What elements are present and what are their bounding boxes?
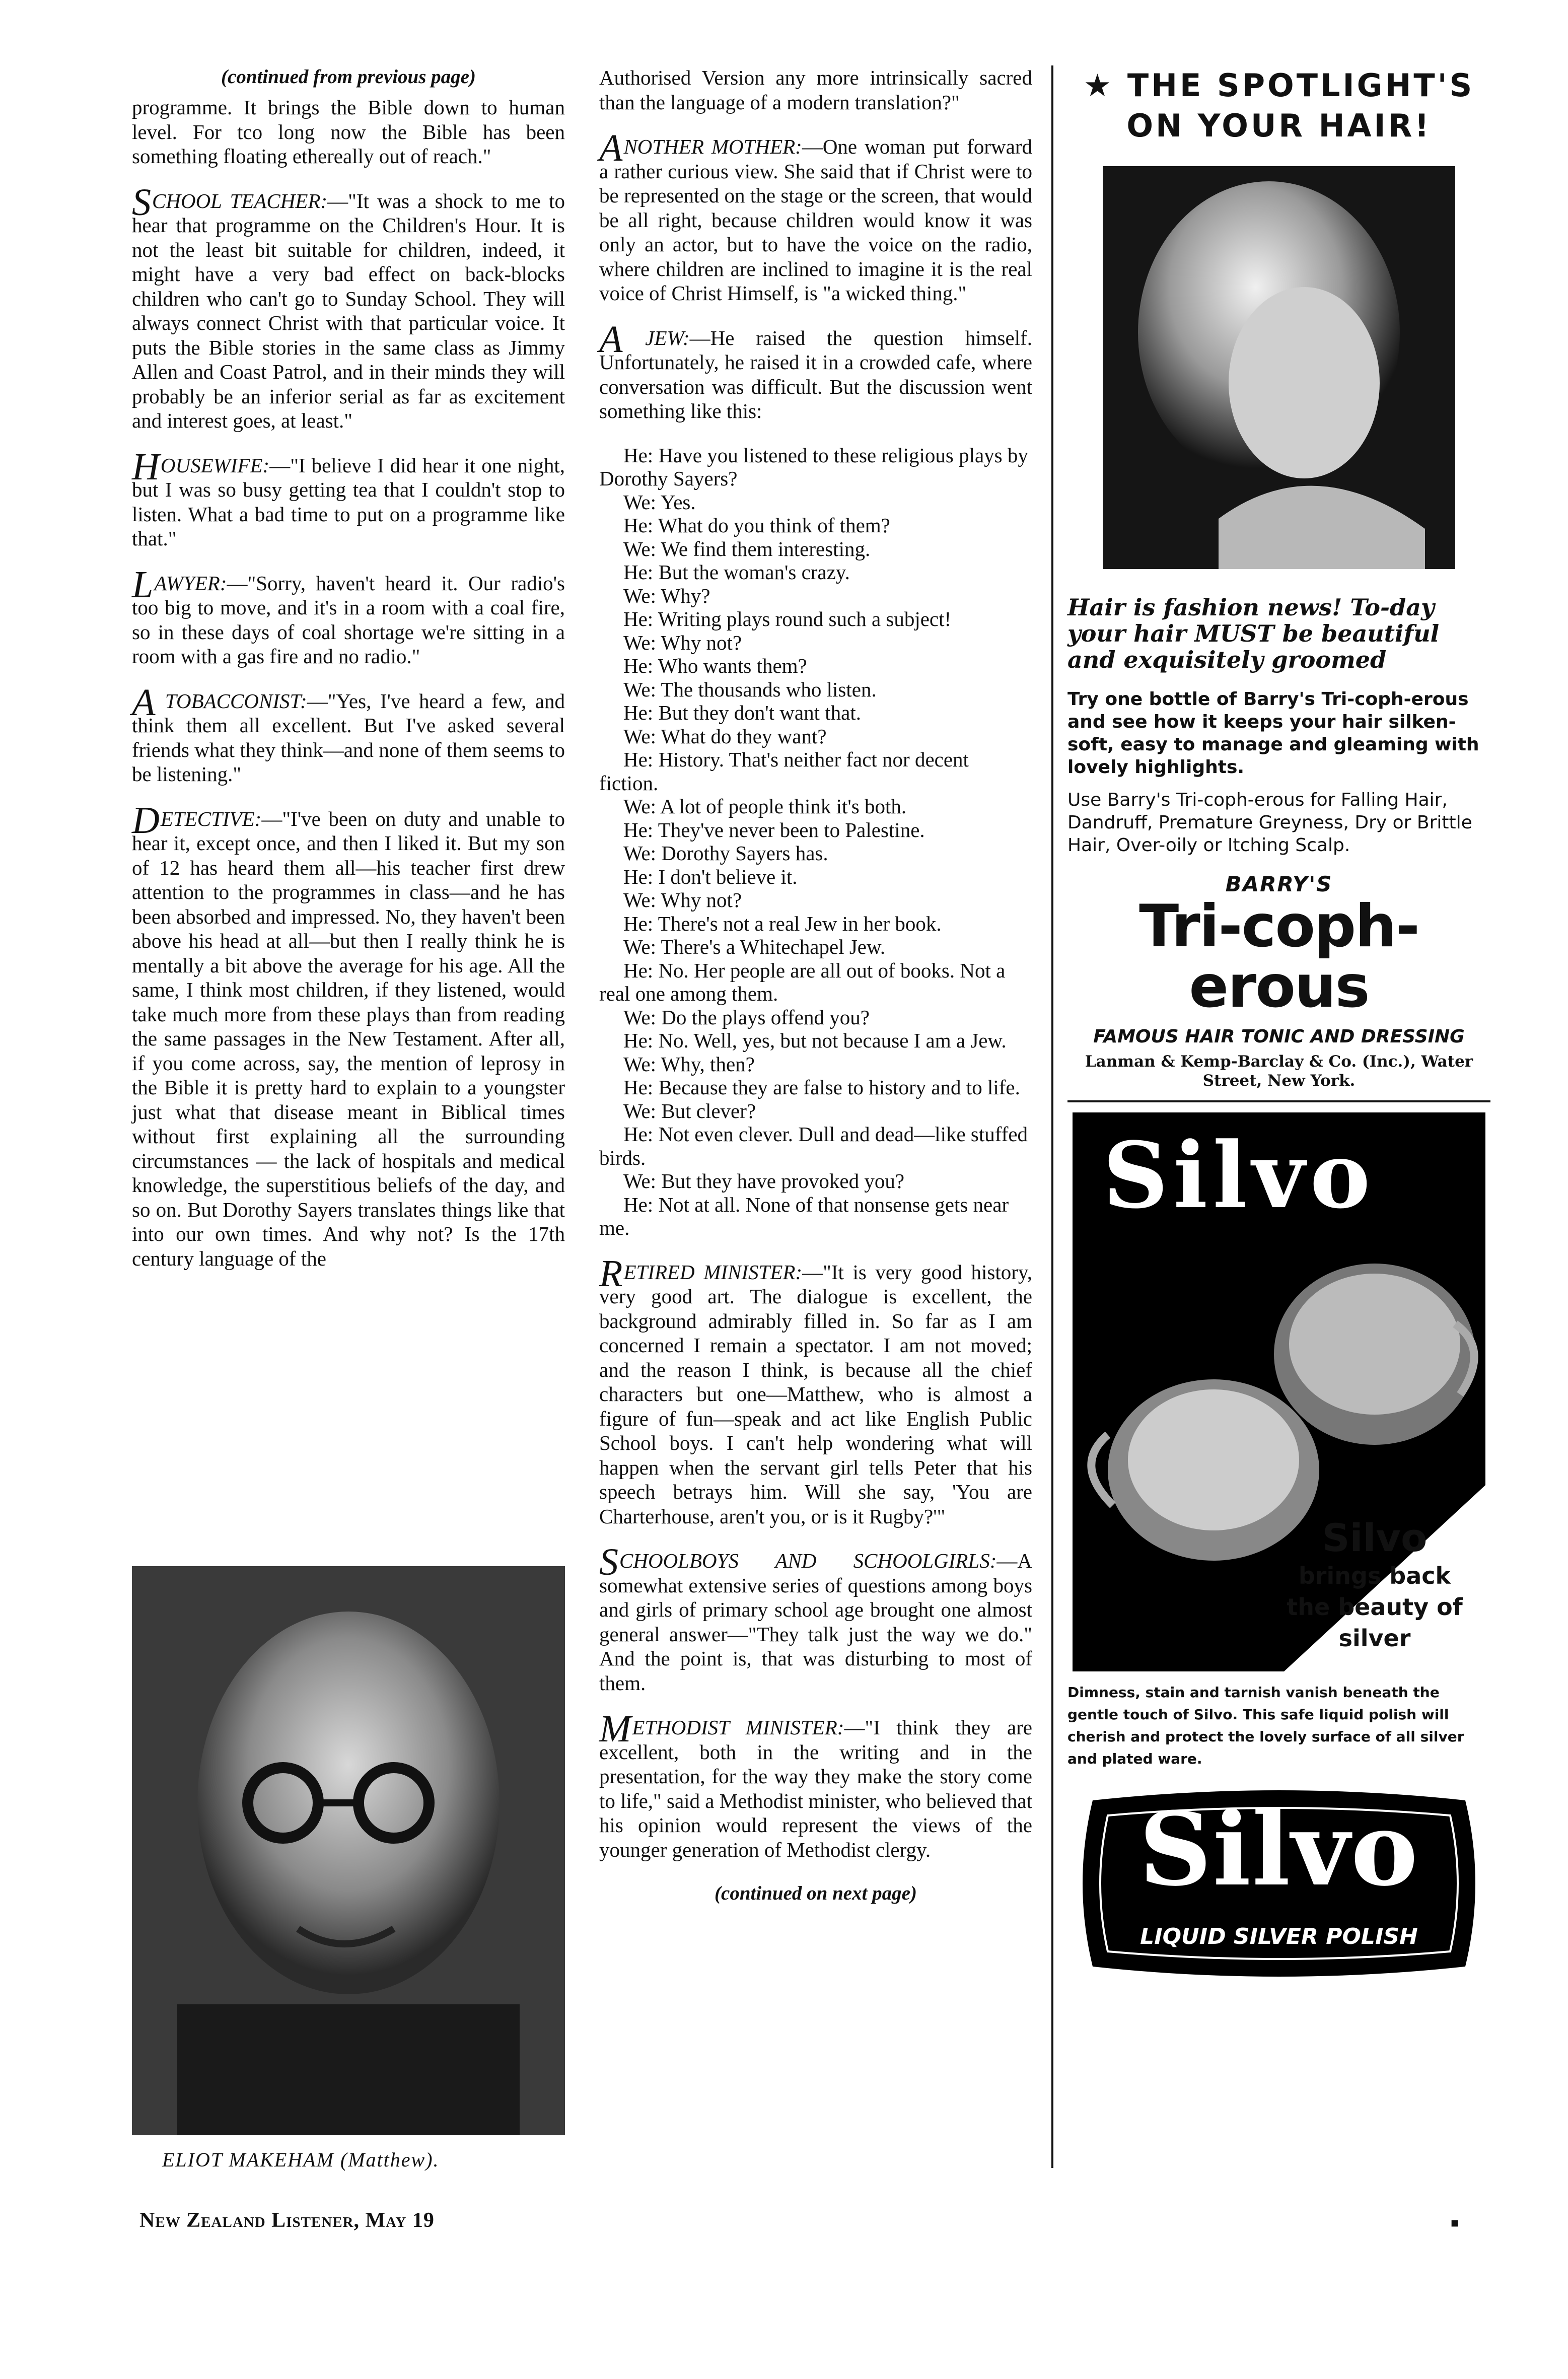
- dialogue-line: We: We find them interesting.: [623, 537, 871, 561]
- speaker-label: NOTHER MOTHER:: [623, 135, 802, 158]
- silvo-title: Silvo: [1103, 1123, 1376, 1229]
- silvo-claim: [1284, 1515, 1465, 1654]
- badge-subtitle: LIQUID SILVER POLISH: [1140, 1924, 1418, 1949]
- footer-publication: [139, 2208, 435, 2232]
- dialogue-line: We: Why?: [623, 584, 710, 607]
- dialogue-line: He: Because they are false to history and to life.: [623, 1076, 1020, 1099]
- speaker-label: JEW:: [623, 326, 690, 349]
- column-left: [132, 65, 565, 2171]
- dialogue-line: He: No. Her people are all out of books. Not a real one among them.: [599, 958, 1006, 1005]
- portrait-image: [132, 1566, 565, 2135]
- drop-cap: M: [599, 1708, 631, 1750]
- interview-paragraph: [599, 1541, 1032, 1695]
- interview-list: [132, 181, 565, 1271]
- paragraph-text: —"I believe I did hear it one night, but I was so busy getting tea that I couldn't stop to listen. What a bad time to put on a programme like that.": [132, 453, 565, 550]
- paragraph-text: —"It is very good history, very good art. The dialogue is excellent, the background admirably filled in. So far as I am concerned I remain a spectator. I am not moved; and the reason I think, is because all the chief characters but one—Matthew, who is almost a figure of fun—speak and act like English Public School boys. I can't help wondering what will happen when the servant girl tells Peter that his speech betrays him. Will she say, 'You are Charterhouse, aren't you, or is it Rugby?'": [599, 1260, 1032, 1528]
- hair-body-1: Try one bottle of Barry's Tri-coph-erous and see how it keeps your hair silken-soft, easy to manage and gleaming with lovely highlights.: [1067, 689, 1479, 778]
- hair-model-image: [1103, 166, 1455, 569]
- drop-cap: A: [599, 318, 623, 361]
- hair-model-photo: [1103, 166, 1455, 569]
- silvo-tagline: brings back the beauty of silver: [1287, 1562, 1463, 1652]
- dialogue-line: He: Not at all. None of that nonsense gets near me.: [599, 1193, 1009, 1239]
- dialogue-line: We: Do the plays offend you?: [623, 1005, 870, 1029]
- interview-paragraph: [132, 799, 565, 1271]
- dialogue-line: He: But the woman's crazy.: [623, 561, 850, 584]
- dialogue-line: He: There's not a real Jew in her book.: [623, 912, 942, 935]
- dialogue-line: We: Yes.: [623, 490, 696, 514]
- interview-paragraph: [599, 127, 1032, 306]
- dialogue-line: We: There's a Whitechapel Jew.: [623, 935, 886, 958]
- dialogue-line: He: Who wants them?: [623, 654, 807, 677]
- dialogue-line: He: They've never been to Palestine.: [623, 818, 925, 842]
- interview-paragraph: [599, 1252, 1032, 1529]
- dialogue-line: We: Dorothy Sayers has.: [623, 842, 828, 865]
- dialogue-line: We: What do they want?: [623, 724, 827, 748]
- dialogue-line: He: Writing plays round such a subject!: [623, 607, 952, 631]
- column-middle: [599, 65, 1032, 1912]
- interview-paragraph: [132, 181, 565, 433]
- paragraph-text: —"Yes, I've heard a few, and think them all excellent. But I've asked several friends what they think—and none of them seems to be listening.": [132, 689, 565, 786]
- ad-divider: [1067, 1100, 1490, 1102]
- photo-caption: ELIOT MAKEHAM (Matthew).: [162, 2148, 440, 2171]
- speaker-label: TOBACCONIST:: [156, 689, 307, 713]
- paragraph-text: —One woman put forward a rather curious view. She said that if Christ were to be represented on the stage or the screen, that would be all right, because children would know it was only an actor, but to have the voice on the radio, where children are inclined to imagine it is the real voice of Christ Himself, is "a wicked thing.": [599, 135, 1032, 305]
- drop-cap: A: [599, 127, 623, 169]
- interview-paragraph: [132, 681, 565, 787]
- portrait-photo: [132, 1566, 565, 2135]
- dialogue-line: We: But clever?: [623, 1099, 756, 1123]
- silvo-badge: [1073, 1785, 1485, 1982]
- speaker-label: CHOOL TEACHER:: [152, 189, 328, 213]
- interview-paragraph: [599, 1708, 1032, 1862]
- silvo-ad: [1073, 1112, 1485, 1671]
- hair-body-2: Use Barry's Tri-coph-erous for Falling Hair, Dandruff, Premature Greyness, Dry or Brittle Hair, Over-oily or Itching Scalp.: [1067, 790, 1472, 856]
- silvo-name: Silvo: [1322, 1515, 1428, 1560]
- manufacturer-address: Lanman & Kemp-Barclay & Co. (Inc.), Water Street, New York.: [1085, 1053, 1473, 1090]
- continued-from-label: (continued from previous page): [221, 66, 476, 88]
- interview-paragraph: [132, 445, 565, 551]
- dialogue-line: We: The thousands who listen.: [623, 677, 877, 701]
- dialogue-line: He: No. Well, yes, but not because I am a Jew.: [623, 1029, 1007, 1052]
- dialogue-line: We: Why not?: [623, 888, 742, 912]
- drop-cap: D: [132, 799, 160, 842]
- brand-small: BARRY'S: [1225, 872, 1333, 896]
- dialogue-line: He: Not even clever. Dull and dead—like stuffed birds.: [599, 1123, 1028, 1169]
- dialogue-line: We: A lot of people think it's both.: [623, 795, 907, 818]
- dialogue-line: He: Have you listened to these religious plays by Dorothy Sayers?: [599, 443, 1028, 490]
- intro-paragraph-2: Authorised Version any more intrinsically sacred than the language of a modern translation?": [599, 66, 1032, 114]
- drop-cap: A: [132, 681, 156, 724]
- speaker-label: ETHODIST MINISTER:: [632, 1716, 844, 1739]
- interview-paragraph: [599, 318, 1032, 424]
- ad-headline: ★ THE SPOTLIGHT'S ON YOUR HAIR!: [1083, 67, 1475, 144]
- speaker-label: OUSEWIFE:: [160, 453, 270, 477]
- continued-next-label: (continued on next page): [715, 1882, 917, 1904]
- silvo-body: Dimness, stain and tarnish vanish beneath the gentle touch of Silvo. This safe liquid polish will cherish and protect the lovely surface of all silver and plated ware.: [1067, 1684, 1464, 1767]
- famous-hair-tonic: FAMOUS HAIR TONIC AND DRESSING: [1093, 1026, 1465, 1047]
- jew-dialogue: [599, 444, 1032, 1240]
- brand-big: Tri-coph-erous: [1139, 892, 1419, 1021]
- dialogue-line: He: What do you think of them?: [623, 514, 890, 537]
- speaker-label: AWYER:: [154, 571, 227, 595]
- interview-list-3: [599, 1252, 1032, 1862]
- interview-list-2: [599, 127, 1032, 424]
- paragraph-text: —A somewhat extensive series of questions among boys and girls of primary school age brought one almost general answer—"They talk just the way we do." And the point is, that was disturbing to most of them.: [599, 1549, 1032, 1695]
- hair-tagline: Hair is fashion news! To-day your hair MUST be beautiful and exquisitely groomed: [1067, 594, 1440, 673]
- speaker-label: CHOOLBOYS AND SCHOOLGIRLS:: [619, 1549, 997, 1572]
- dialogue-line: We: Why, then?: [623, 1052, 755, 1076]
- speaker-label: ETECTIVE:: [160, 807, 262, 830]
- badge-brand: Silvo: [1139, 1790, 1419, 1909]
- interview-paragraph: [132, 563, 565, 669]
- paragraph-text: —"I've been on duty and unable to hear it, except once, and then I liked it. But my son of 12 has heard them all—his teacher first drew attention to the programmes in class—and he has been absorbed and impressed. No, they haven't been above his head at all—but then I really think he is mentally a bit above the average for his age. All the same, I think most children, if they listened, would take much more from these plays than from reading the same passages in the New Testament. After all, if you come across, say, the mention of leprosy in the Bible it is pretty hard to explain to a youngster just what that disease meant in Biblical times without first explaining all the surrounding circumstances — the lack of hospitals and medical knowledge, the superstitious beliefs of the day, and so on. But Dorothy Sayers translates things like that into our own times. And why not? Is the 17th century language of the: [132, 807, 565, 1270]
- dialogue-line: We: But they have provoked you?: [623, 1169, 905, 1193]
- barrys-logo: [1067, 872, 1490, 1021]
- paragraph-text: —"I think they are excellent, both in the writing and in the presentation, for the way they make the story come to life," said a Methodist minister, who believed that his opinion would represent the views of the younger generation of Methodist clergy.: [599, 1716, 1032, 1861]
- paragraph-text: —"It was a shock to me to hear that programme on the Children's Hour. It is not the least bit suitable for children, indeed, it might have a very bad effect on back-blocks children who can't go to Sunday School. They will always connect Christ with that particular voice. It puts the Bible stories in the same class as Jimmy Allen and Coast Patrol, and in their minds they will probably be an inferior serial as far as excitement and interest goes, at least.": [132, 189, 565, 432]
- intro-paragraph: programme. It brings the Bible down to human level. For tco long now the Bible has been something floating ethereally out of reach.": [132, 96, 565, 168]
- drop-cap: S: [599, 1541, 618, 1583]
- paragraph-text: —"Sorry, haven't heard it. Our radio's too big to move, and it's in a room with a coal fire, so in these days of coal shortage we're sitting in a room with a gas fire and no radio.": [132, 571, 565, 668]
- paragraph-text: —He raised the question himself. Unfortunately, he raised it in a crowded cafe, where conversation was difficult. But the discussion went something like this:: [599, 326, 1032, 423]
- dialogue-line: He: But they don't want that.: [623, 701, 861, 724]
- drop-cap: R: [599, 1252, 623, 1295]
- drop-cap: L: [132, 563, 154, 606]
- column-divider: [1051, 65, 1053, 2168]
- speaker-label: ETIRED MINISTER:: [623, 1260, 803, 1284]
- dialogue-line: We: Why not?: [623, 631, 742, 654]
- column-ads: [1067, 65, 1490, 1982]
- page-mark: ▪: [1450, 2209, 1460, 2237]
- drop-cap: H: [132, 445, 160, 488]
- dialogue-line: He: History. That's neither fact nor decent fiction.: [599, 748, 969, 795]
- dialogue-line: He: I don't believe it.: [623, 865, 798, 888]
- drop-cap: S: [132, 181, 151, 224]
- footer-text: New Zealand Listener, May 19: [139, 2209, 435, 2232]
